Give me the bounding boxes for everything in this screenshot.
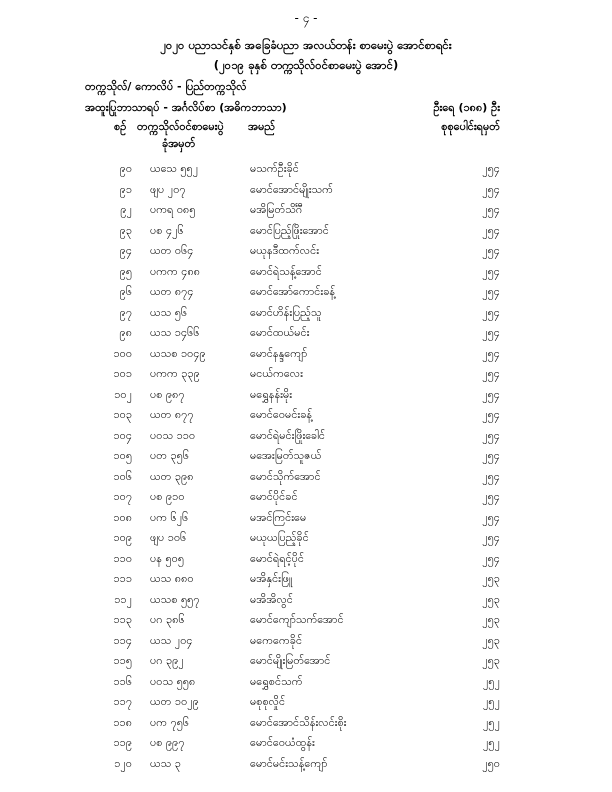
header-roll-number: တက္ကသိုလ်ဝင်စာမေးပွဲ: [137, 120, 224, 133]
roll-number: ယတ ၈၇၇: [150, 408, 194, 421]
roll-number: ပက ၇၅၆: [150, 715, 190, 729]
table-row: [0, 282, 612, 303]
header-no: စဉ်: [114, 120, 127, 133]
total-marks: ၂၅၂: [483, 715, 500, 729]
roll-number: ပစ ၉၉၇: [150, 736, 185, 749]
table-row: [0, 549, 612, 570]
student-name: မရွှေစင်သက်: [250, 674, 303, 688]
page-number: - ၄ -: [294, 11, 318, 25]
student-name: မောင်မင်းသန့်ကျော်: [250, 756, 328, 770]
total-marks: ၂၅၄: [482, 531, 500, 544]
document-title: ၂၀၂၀ ပညာသင်နှစ် အခြေခံပညာ အလယ်တန်း စာမေးပွဲ အောင်စာရင်း: [160, 38, 452, 52]
document-subtitle: (၂၀၁၉ ခုနှစ် တက္ကသိုလ်ဝင်စာမေးပွဲ အောင်): [213, 58, 399, 72]
table-row: [0, 159, 612, 180]
row-number: ၁၀၇: [113, 490, 132, 503]
total-marks: ၂၅၄: [482, 408, 500, 421]
roll-number: ပကက ၃၃၉: [150, 367, 200, 380]
student-name: မယုနဒီထက်လင်း: [250, 244, 319, 257]
table-row: [0, 733, 612, 754]
table-row: [0, 672, 612, 693]
roll-number: ယသေ ၅၅၂: [150, 162, 199, 175]
table-row: [0, 405, 612, 426]
student-name: မောင်မျိုးမြတ်အောင်: [250, 654, 331, 667]
student-name: မသက်ဦးခိုင်: [250, 162, 299, 175]
row-number: ၉၄: [119, 244, 132, 257]
total-marks: ၂၅၄: [482, 387, 500, 401]
row-number: ၁၁၇: [113, 695, 132, 708]
roll-number: ဖျပ ၁၀၆: [150, 531, 187, 544]
student-name: မငယ်ကလေး: [250, 367, 303, 380]
row-number: ၁၁၆: [113, 674, 132, 688]
header-roll-number-line2: ခုံအမှတ်: [162, 137, 196, 150]
student-name: မအိမြတ်သိင်္ဂီ: [250, 203, 303, 216]
row-number: ၁၀၂: [114, 387, 132, 401]
table-row: [0, 262, 612, 283]
total-marks: ၂၅၄: [482, 305, 500, 319]
roll-number: ယတ ၁၀၂၉: [150, 695, 199, 708]
total-marks: ၂၅၄: [482, 367, 500, 380]
row-number: ၁၀၃: [113, 408, 132, 421]
total-marks: ၂၅၄: [482, 449, 500, 462]
table-row: [0, 590, 612, 611]
table-row: [0, 467, 612, 488]
student-name: မအိအိလွင်: [250, 592, 293, 606]
roll-number: ပက ၆၂၆: [150, 510, 189, 524]
row-number: ၁၀၆: [113, 469, 132, 483]
student-name: မောင်ရဲသန့်အောင်: [250, 264, 322, 278]
table-row: [0, 446, 612, 467]
student-name: မရွှေနန်းမိုး: [250, 387, 293, 401]
header-total-marks: စုစုပေါင်းရမှတ်: [441, 120, 500, 133]
roll-number: ယသ ၈၈၀: [150, 572, 194, 585]
total-marks: ၂၅၄: [482, 326, 500, 339]
row-number: ၁၀၁: [113, 367, 132, 380]
table-row: [0, 303, 612, 324]
student-name: မောင်အောင်သိန်းလင်းစိုး: [250, 715, 347, 729]
total-marks: ၂၅၄: [482, 551, 500, 565]
roll-number: ယသစ ၅၅၇: [150, 592, 200, 606]
table-row: [0, 487, 612, 508]
roll-number: ပဂ ၃၈၆: [150, 613, 185, 626]
total-marks: ၂၅၂: [483, 674, 500, 688]
student-name: မောင်ပြည့်ဖြိုးအောင်: [250, 223, 329, 237]
table-row: [0, 426, 612, 447]
table-row: [0, 569, 612, 590]
total-marks: ၂၅၃: [482, 613, 500, 626]
roll-number: ပဝသ ၅၅၈: [150, 674, 196, 688]
table-row: [0, 692, 612, 713]
total-marks: ၂၅၂: [483, 736, 500, 749]
student-name: မအင်ကြင်းမေ: [250, 510, 307, 524]
row-number: ၁၁၀: [113, 551, 132, 565]
student-name: မောင်ထယ်မင်း: [250, 326, 310, 339]
student-name: မောင်ဟိန်းပြည့်သူ: [250, 305, 322, 319]
student-name: မောင်အော်ကောင်းခန့်: [250, 285, 336, 298]
roll-number: ယတ ၈၇၄: [150, 285, 194, 298]
roll-number: ပစ ၉၁၀: [150, 490, 185, 503]
total-marks: ၂၅၂: [483, 695, 500, 708]
row-number: ၁၁၈: [113, 715, 132, 729]
total-marks: ၂၅၄: [482, 182, 500, 196]
total-marks: ၂၅၄: [482, 490, 500, 503]
total-marks: ၂၅၄: [482, 510, 500, 524]
row-number: ၁၀၉: [113, 531, 132, 544]
row-number: ၁၁၃: [113, 613, 132, 626]
student-name: မောင်ပိုင်ခင်: [250, 490, 298, 503]
row-number: ၉၇: [119, 305, 132, 319]
roll-number: ပစ ၄၂၆: [150, 223, 184, 237]
roll-number: ယသ ၂၀၄: [150, 633, 193, 647]
total-marks: ၂၅၄: [482, 162, 500, 175]
student-name: မအေးမြတ်သူဇယ်: [250, 449, 322, 462]
roll-number: ပစ ၉၈၇: [150, 387, 185, 401]
table-row: [0, 323, 612, 344]
student-name: မအိနှင်းဖြူ: [250, 572, 293, 585]
row-number: ၁၁၂: [114, 592, 132, 606]
row-number: ၁၂၀: [114, 756, 132, 770]
row-number: ၁၀၄: [113, 428, 132, 442]
row-number: ၁၀၀: [113, 346, 132, 360]
row-number: ၉၈: [119, 326, 132, 339]
total-marks: ၂၅၄: [482, 346, 500, 360]
row-number: ၁၁၉: [113, 736, 132, 749]
total-marks: ၂၅၄: [482, 223, 500, 237]
roll-number: ယသစ ၁၀၄၉: [150, 346, 206, 360]
table-row: [0, 364, 612, 385]
roll-number: ယတ ၃၉၈: [150, 469, 194, 483]
row-number: ၁၁၅: [113, 654, 132, 667]
table-row: [0, 221, 612, 242]
table-row: [0, 754, 612, 775]
table-row: [0, 651, 612, 672]
total-marks: ၂၅၄: [482, 285, 500, 298]
row-number: ၉၀: [119, 162, 132, 175]
student-name: မစုစုလှိုင်: [250, 695, 286, 708]
roll-number: ဖျပ ၂၀၇: [150, 182, 186, 196]
row-number: ၁၀၈: [113, 510, 132, 524]
row-number: ၉၃: [119, 223, 132, 237]
row-number: ၉၅: [119, 264, 132, 278]
total-marks: ၂၅၃: [482, 572, 500, 585]
roll-number: ပန ၅၀၅: [150, 551, 185, 565]
table-row: [0, 528, 612, 549]
total-marks: ၂၅၃: [482, 592, 500, 606]
roll-number: ပကရ ၀၈၅: [150, 203, 196, 216]
total-marks: ၂၅၄: [482, 264, 500, 278]
university-label: တက္ကသိုလ်/ ကောလိပ် - ပြည်တက္ကသိုလ်: [85, 80, 247, 93]
table-row: [0, 610, 612, 631]
total-marks: ၂၅၃: [482, 654, 500, 667]
table-row: [0, 344, 612, 365]
roll-number: ယသ ၅၆: [150, 305, 188, 319]
roll-number: ပကက ၄၈၈: [150, 264, 201, 278]
total-marks: ၂၅၃: [482, 633, 500, 647]
roll-number: ယသ ၁၄၆၆: [150, 326, 200, 339]
student-name: မောင်သိုက်အောင်: [250, 469, 321, 483]
student-name: မောင်ဝေယံထွန်း: [250, 736, 315, 749]
results-table: [0, 159, 612, 774]
row-number: ၉၆: [119, 285, 132, 298]
student-name: မောင်ကျော်သက်အောင်: [250, 613, 344, 626]
row-number: ၉၁: [119, 182, 132, 196]
student-name: မယုယပြည့်ခိုင်: [250, 531, 309, 544]
student-name: မောင်ရဲမင်းဖြိုးခေါင်: [250, 428, 326, 442]
row-number: ၁၁၄: [113, 633, 132, 647]
count-label: ဦးရေ (၁၈၈) ဦး: [433, 101, 500, 114]
table-row: [0, 180, 612, 201]
row-number: ၁၀၅: [113, 449, 132, 462]
table-row: [0, 200, 612, 221]
table-row: [0, 631, 612, 652]
total-marks: ၂၅၄: [482, 244, 500, 257]
student-name: မကေကေခိုင်: [250, 633, 303, 647]
roll-number: ပဂ ၃၉၂: [150, 654, 184, 667]
roll-number: ပတ ၃၅၆: [150, 449, 190, 462]
student-name: မောင်ရဲရင့်ပိုင်: [250, 551, 304, 565]
total-marks: ၂၅၀: [482, 756, 500, 770]
table-row: [0, 385, 612, 406]
table-row: [0, 713, 612, 734]
header-name: အမည်: [248, 120, 276, 133]
row-number: ၉၂: [120, 203, 132, 216]
roll-number: ယတ ၀၆၄: [150, 244, 194, 257]
student-name: မောင်ဝေမင်းခန့်: [250, 408, 313, 421]
total-marks: ၂၅၄: [482, 428, 500, 442]
subject-label: အထူးပြုဘာသာရပ် - အင်္ဂလိပ်စာ (အဓိကဘာသာ): [85, 101, 287, 114]
student-name: မောင်အောင်မျိုးသက်: [250, 182, 333, 196]
total-marks: ၂၅၄: [482, 469, 500, 483]
table-row: [0, 508, 612, 529]
student-name: မောင်နန္ဒကျော်: [250, 346, 308, 360]
roll-number: ပဝသ ၁၁၀: [150, 428, 196, 442]
row-number: ၁၁၁: [113, 572, 132, 585]
table-row: [0, 241, 612, 262]
roll-number: ယသ ၃: [150, 756, 181, 770]
total-marks: ၂၅၄: [482, 203, 500, 216]
